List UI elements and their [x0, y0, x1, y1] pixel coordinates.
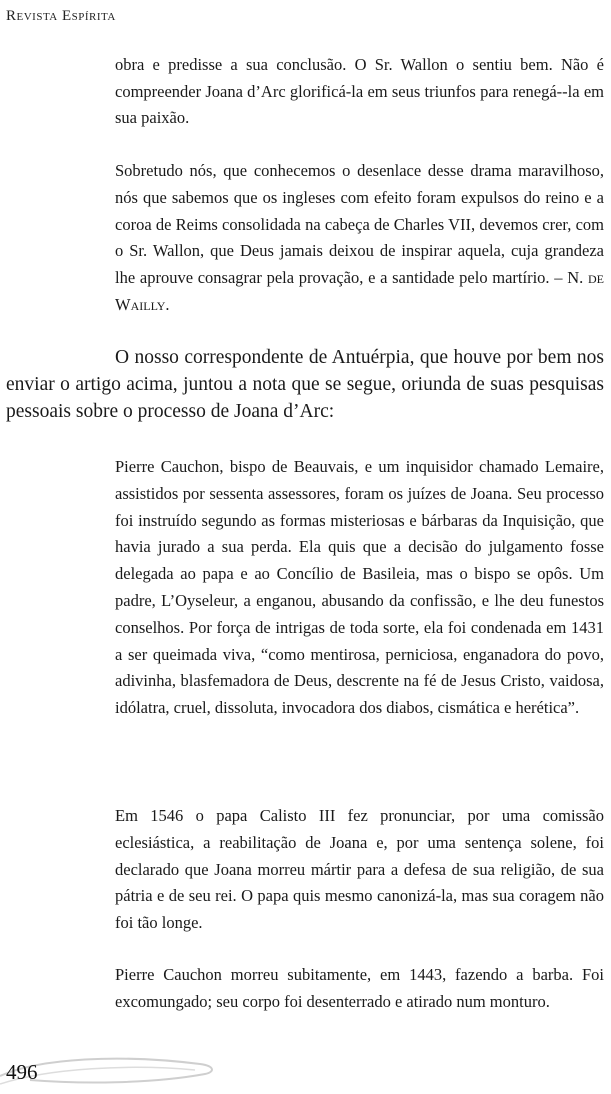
paragraph-1	[115, 52, 604, 132]
author-signature: N. de Wailly.	[115, 268, 604, 314]
quoted-note-2-text: Em 1546 o papa Calisto III fez pronunciar, por uma comissão eclesiástica, a reabilitação de Joana e, por uma sentença solene, foi declarado que Joana morreu mártir para a defesa de sua religião, de sua pátria e de seu rei. O papa quis mesmo canonizá-la, mas sua coragem não foi tão longe.	[115, 806, 604, 933]
quoted-note-3	[115, 962, 604, 1016]
quoted-note-3-text: Pierre Cauchon morreu subitamente, em 1443, fazendo a barba. Foi excomungado; seu corpo foi desenterrado e atirado num monturo.	[115, 965, 604, 1011]
running-header: Revista Espírita	[6, 8, 116, 24]
quoted-note-2	[115, 803, 604, 937]
quoted-note-1-text: Pierre Cauchon, bispo de Beauvais, e um inquisidor chamado Lemaire, assistidos por sessenta assessores, foram os juízes de Joana. Seu processo foi instruído segundo as formas misteriosas e bárbaras da Inquisição, que havia jurado a sua perda. Ela quis que a decisão do julgamento fosse delegada ao papa e ao Concílio de Basileia, mas o bispo se opôs. Um padre, L’Oyseleur, a enganou, abusando da confissão, e lhe deu funestos conselhos. Por força de intrigas de toda sorte, ela foi condenada em 1431 a ser queimada viva, “como mentirosa, perniciosa, enganadora do povo, adivinha, blasfemadora de Deus, descrente na fé de Jesus Cristo, vaidosa, idólatra, cruel, dissoluta, invocadora dos diabos, cismática e herética”.	[115, 457, 604, 718]
quoted-note-1	[115, 454, 604, 722]
paragraph-2-text: Sobretudo nós, que conhecemos o desenlace desse drama maravilhoso, nós que sabemos que os ingleses com efeito foram expulsos do reino e a coroa de Reims consolidada na cabeça de Charles VII, devemos crer, com o Sr. Wallon, que Deus jamais deixou de inspirar aquela, cuja grandeza lhe aprouve consagrar pela provação, e a santidade pelo martírio. –	[115, 161, 604, 288]
paragraph-3-intro	[6, 344, 604, 425]
paragraph-2	[115, 158, 604, 319]
page-number: 496	[6, 1060, 38, 1084]
paragraph-3-text: O nosso correspondente de Antuérpia, que houve por bem nos enviar o artigo acima, juntou a nota que se segue, oriunda de suas pesquisas pessoais sobre o processo de Joana d’Arc:	[6, 347, 604, 422]
paragraph-1-text: obra e predisse a sua conclusão. O Sr. Wallon o sentiu bem. Não é compreender Joana d’Arc glorificá-la em seus triunfos para renegá--la em sua paixão.	[115, 55, 604, 128]
